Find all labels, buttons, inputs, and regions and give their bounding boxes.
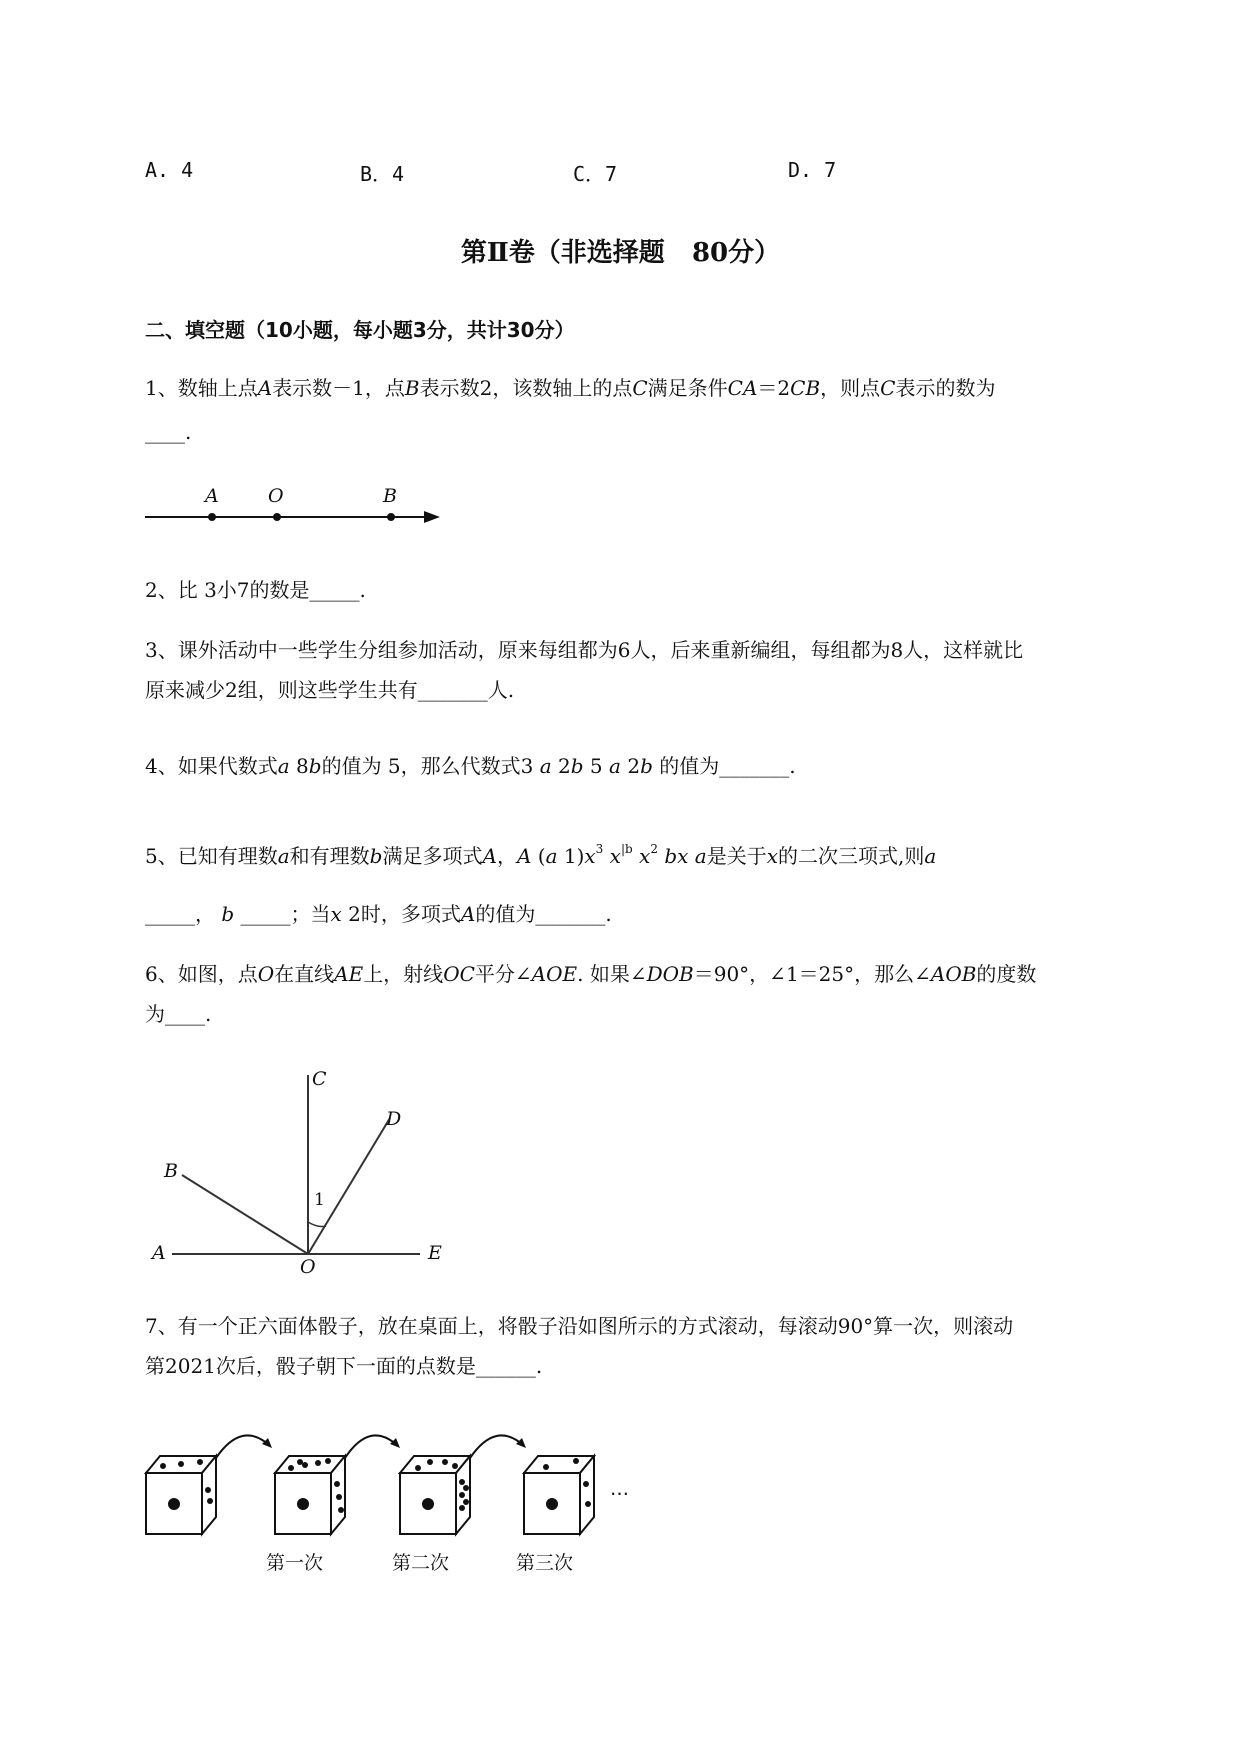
question-1-line-1: 1、数轴上点A表示数－1，点B表示数2，该数轴上的点C满足条件CA＝2CB，则点C表示的数为 — [145, 376, 996, 400]
option-d: D. 7 — [788, 158, 837, 182]
numberline-label-b: B — [383, 485, 397, 507]
question-1-line-2: ____. — [145, 420, 192, 444]
dice-caption-1: 第一次 — [266, 1552, 324, 1574]
question-3-line-1: 3、课外活动中一些学生分组参加活动，原来每组都为6人，后来重新编组，每组都为8人，这样就比 — [145, 638, 1024, 662]
die-4 — [524, 1456, 594, 1534]
question-3-line-2: 原来减少2组，则这些学生共有_______人. — [145, 678, 515, 702]
angle-label-e: E — [428, 1242, 442, 1264]
dice-caption-3: 第三次 — [516, 1552, 574, 1574]
die-1 — [146, 1456, 216, 1534]
angle-label-a: A — [152, 1242, 166, 1264]
part-header: 二、填空题（10小题，每小题3分，共计30分） — [145, 318, 575, 342]
section-title: 第Ⅱ卷（非选择题 80分） — [460, 238, 781, 268]
dice-diagram — [146, 1435, 594, 1534]
option-a: A. 4 — [145, 158, 194, 182]
point-a — [208, 513, 216, 521]
angle-label-1: 1 — [314, 1190, 325, 1210]
question-7-line-1: 7、有一个正六面体骰子，放在桌面上，将骰子沿如图所示的方式滚动，每滚动90°算一次，则滚动 — [145, 1314, 1014, 1338]
angle-label-c: C — [312, 1068, 327, 1090]
numberline-label-a: A — [205, 485, 219, 507]
point-o — [273, 513, 281, 521]
point-b — [387, 513, 395, 521]
question-6-line-2: 为____. — [145, 1002, 212, 1026]
numberline-label-o: O — [268, 485, 284, 507]
question-5-line-1: 5、已知有理数a和有理数b满足多项式A，A (a $1)x^3$ $x^{|b}$ $x^2$ bx a是关于x的二次三项式,则a — [145, 842, 937, 868]
angle-diagram — [172, 1075, 420, 1254]
angle-label-d: D — [386, 1108, 402, 1130]
number-line — [145, 511, 440, 523]
die-3 — [400, 1456, 470, 1534]
option-b: B．4 — [360, 162, 405, 186]
question-5-line-2: _____， b _____；当x 2时，多项式A的值为_______. — [145, 902, 612, 926]
die-2 — [275, 1456, 345, 1534]
dice-ellipsis: … — [610, 1478, 629, 1500]
angle-label-b: B — [164, 1160, 178, 1182]
question-2: 2、比 3小7的数是_____. — [145, 578, 366, 602]
question-6-line-1: 6、如图，点O在直线AE上，射线OC平分∠AOE. 如果∠DOB＝90°，∠1＝25°，那么∠AOB的度数 — [145, 962, 1037, 986]
option-c: C．7 — [573, 162, 618, 186]
angle-label-o: O — [300, 1256, 316, 1278]
question-7-line-2: 第2021次后，骰子朝下一面的点数是______. — [145, 1354, 543, 1378]
question-4: 4、如果代数式a 8b的值为 5，那么代数式3 a 2b 5 a 2b 的值为_______. — [145, 754, 796, 778]
dice-caption-2: 第二次 — [392, 1552, 450, 1574]
